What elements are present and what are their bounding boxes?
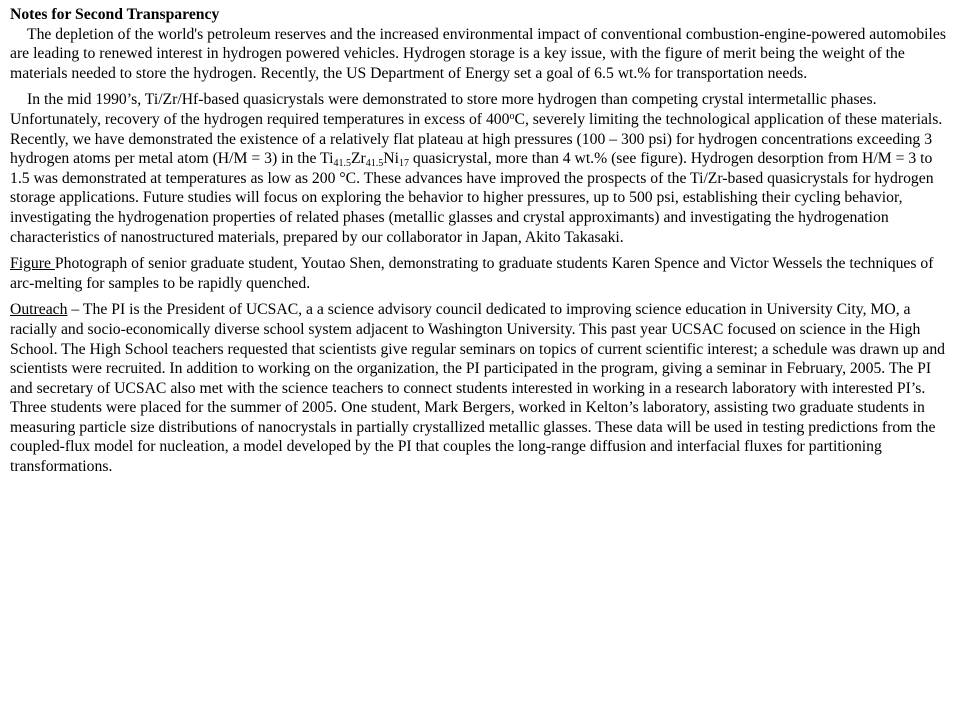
formula-element-ti: Ti (320, 150, 334, 168)
document-page (10, 5, 952, 484)
formula-element-ni: Ni (383, 150, 399, 168)
quasicrystal-text-part2: C, severely limiting the technological application of these materials. Recently, we have demonstrated the existence of a relatively flat plateau at high pressures (100 – 300 psi) for hydrogen concentrations exceeding 3 hydrogen atoms per metal atom (H/M = 3) in the (10, 110, 943, 168)
degree-superscript: o (509, 110, 515, 122)
quasicrystal-text-part3: quasicrystal, more than 4 wt.% (see figure). Hydrogen desorption from H/M = 3 to 1.5 was demonstrated at temperatures as low as 200 °C. These advances have improved the prospects of the Ti/Zr-based quasicrystals for hydrogen storage applications. Future studies will focus on exploring the behavior to higher pressures, up to 500 psi, establishing their cycling behavior, investigating the hydrogenation properties of related phases (metallic glasses and crystal approximants) and investigating the hydrogenation characteristics of nanostructured materials, prepared by our collaborator in Japan, Akito Takasaki. (10, 150, 934, 246)
outreach-text: – The PI is the President of UCSAC, a a science advisory council dedicated to improving science education in University City, MO, a racially and socio-economically diverse school system adjacent to Washington University. This past year UCSAC focused on science in the High School. The High School teachers requested that scientists give regular seminars on topics of current scientific interest; a schedule was drawn up and scientists were recruited. In addition to working on the organization, the PI participated in the program, giving a seminar in February, 2005. The PI and secretary of UCSAC also met with the science teachers to connect students interested in working in a research laboratory with interested PI’s. Three students were placed for the summer of 2005. One student, Mark Bergers, worked in Kelton’s laboratory, assisting two graduate students in measuring particle size distributions of nanocrystals in partially crystallized metallic glasses. These data will be used in testing predictions from the coupled-flux model for nucleation, a model developed by the PI that couples the long-range diffusion and interfacial fluxes for partitioning transformations. (10, 301, 946, 476)
quasicrystal-text-part1: In the mid 1990’s, Ti/Zr/Hf-based quasicrystals were demonstrated to store more hydrogen than competing crystal intermetallic phases. Unfortunately, recovery of the hydrogen required temperatures in excess of 400 (10, 91, 877, 128)
outreach-label: Outreach (10, 301, 68, 319)
paragraph-hydrogen-intro: The depletion of the world's petroleum reserves and the increased environmental impact of conventional combustion-engine-powered automobiles are leading to renewed interest in hydrogen powered vehicles. Hydrogen storage is a key issue, with the figure of merit being the weight of the materials needed to store the hydrogen. Recently, the US Department of Energy set a goal of 6.5 wt.% for transportation needs. (10, 25, 946, 82)
paragraph-quasicrystals (10, 90, 952, 247)
paragraph-outreach (10, 300, 952, 476)
figure-label: Figure (10, 255, 55, 273)
figure-caption-text: Photograph of senior graduate student, Youtao Shen, demonstrating to graduate students Karen Spence and Victor Wessels the techniques of arc-melting for samples to be rapidly quenched. (10, 255, 934, 292)
formula-element-zr: Zr (350, 150, 366, 168)
formula-subscript-zr: 41.5 (365, 158, 384, 170)
document-title: Notes for Second Transparency (10, 6, 220, 23)
formula-subscript-ni: 17 (398, 158, 409, 170)
formula-subscript-ti: 41.5 (333, 158, 351, 170)
paragraph-figure-caption (10, 254, 952, 293)
